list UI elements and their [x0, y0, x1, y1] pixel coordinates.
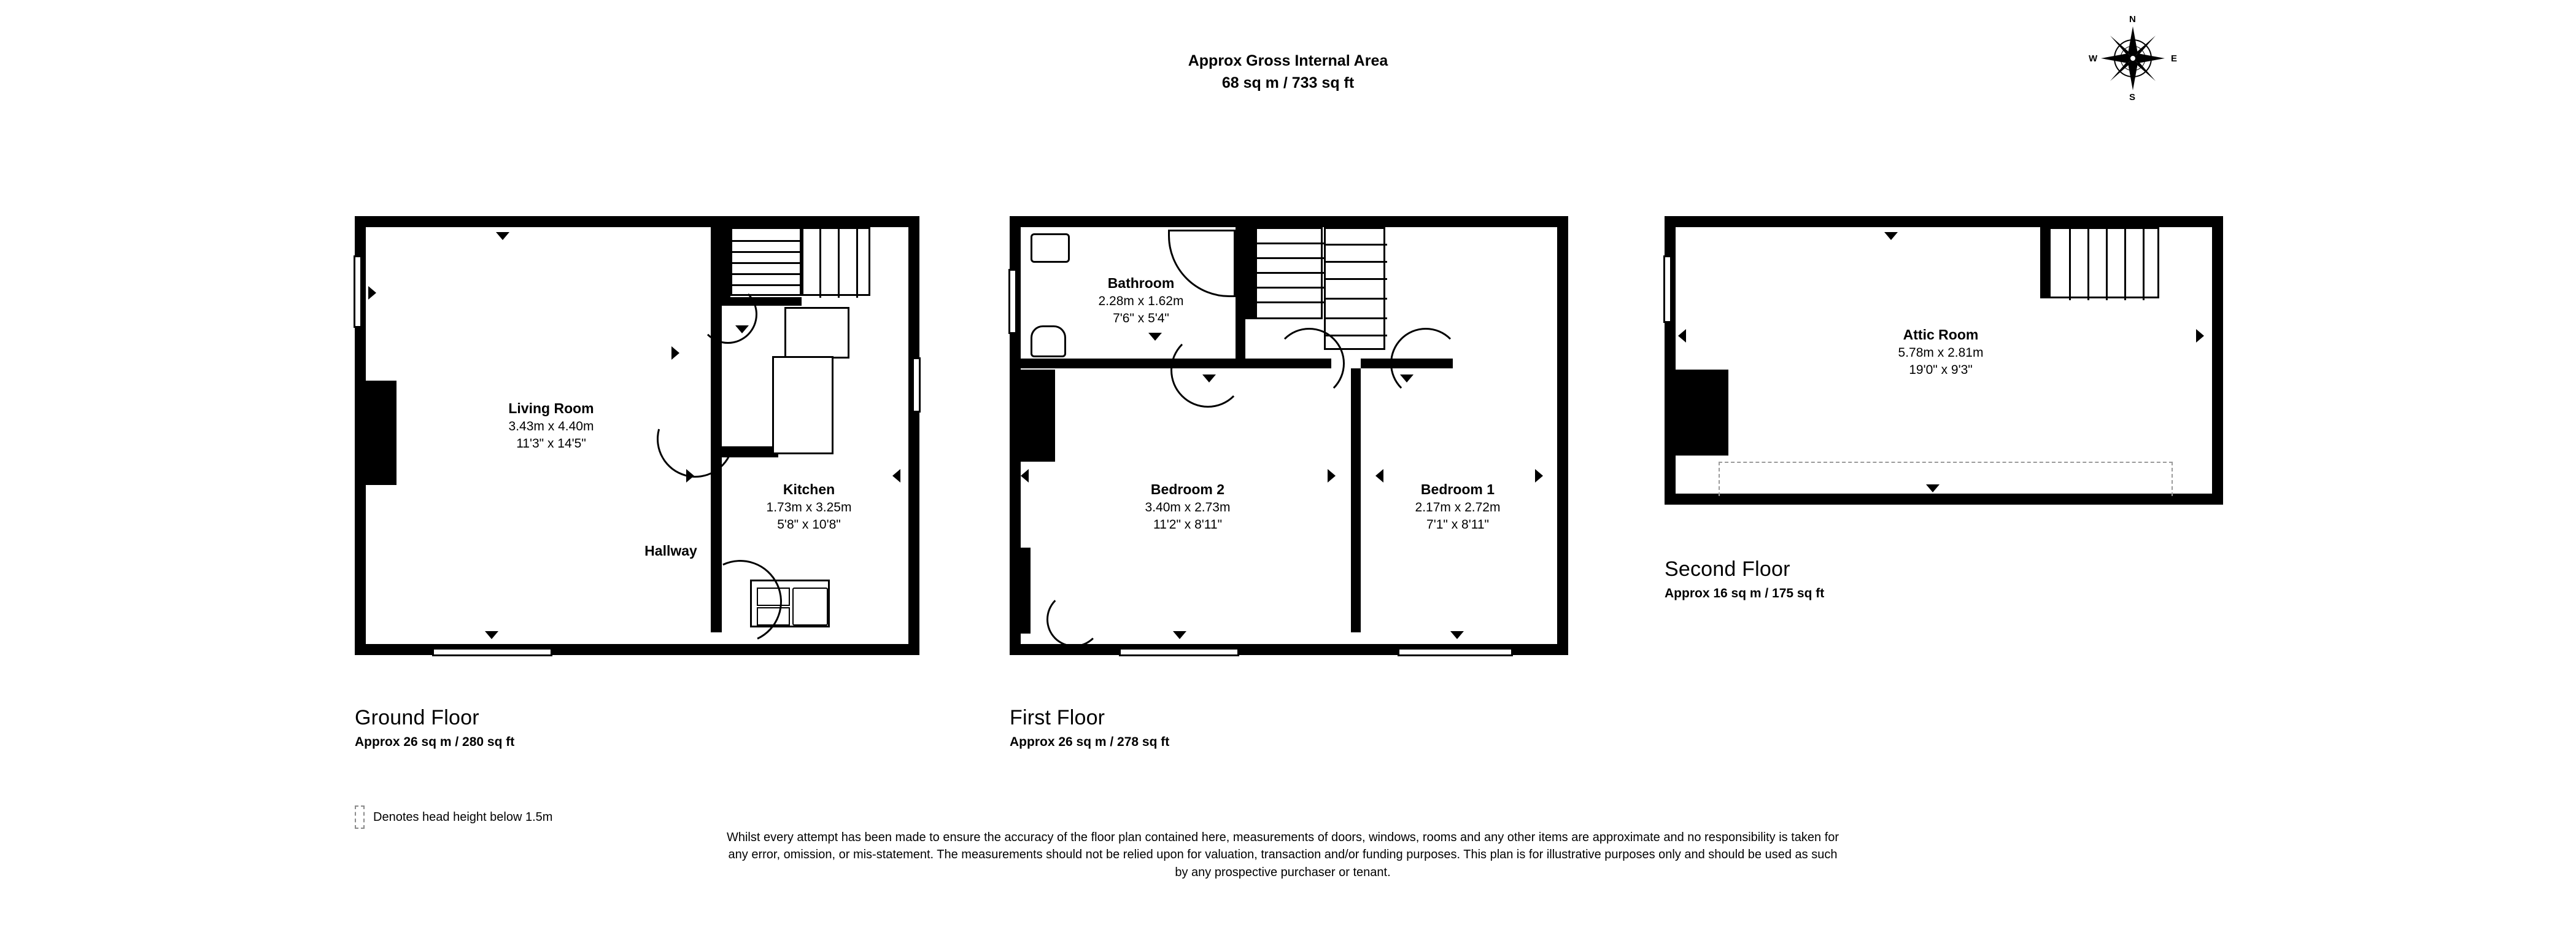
ground-floor-area: Approx 26 sq m / 280 sq ft: [355, 735, 515, 749]
second-wall-top: [1665, 216, 2223, 227]
bathroom-toilet-icon: [1031, 325, 1066, 357]
ground-stair-landing: [802, 227, 870, 296]
arrow-indicator: [1678, 329, 1686, 343]
ground-stairs: [730, 227, 802, 296]
kitchen-window-right: [912, 357, 921, 413]
arrow-indicator: [1450, 631, 1464, 639]
arrow-indicator: [485, 631, 498, 639]
page-title: [0, 50, 2576, 94]
second-floor-title: Second Floor: [1665, 557, 1790, 581]
arrow-indicator: [1400, 374, 1414, 382]
bedroom2-cupboard-arc: [1046, 592, 1102, 647]
head-height-zone: [1719, 462, 2173, 496]
bedroom1-door-arc: [1390, 328, 1461, 399]
gross-area-value: 68 sq m / 733 sq ft: [1221, 74, 1355, 91]
legend-label: Denotes head height below 1.5m: [373, 810, 553, 824]
bedroom1-window-bottom: [1398, 648, 1513, 656]
bedroom-divider-wall: [1351, 368, 1361, 632]
room-label-bedroom-2: Bedroom 2 3.40m x 2.73m 11'2" x 8'11": [1145, 481, 1231, 532]
room-label-living-room: Living Room 3.43m x 4.40m 11'3" x 14'5": [508, 400, 594, 451]
ground-chimney-breast: [366, 381, 396, 485]
hallway-front-door-arc: [687, 548, 794, 655]
bedroom2-chimney: [1021, 370, 1055, 462]
disclaimer-text: Whilst every attempt has been made to ensure the accuracy of the floor plan contained here, measurements of doors, windows, rooms and any other items are approximate and no responsibility is taken for any error, omission, or mis-statement. The measurements should not be relied upon for valuation, transaction and/or funding purposes. This plan is for illustrative purposes only and should be used as such by any prospective purchaser or tenant.: [726, 831, 1839, 879]
ground-wall-top: [355, 216, 919, 227]
ground-wall-right: [908, 216, 919, 655]
compass-rose-icon: [2090, 15, 2176, 101]
bedroom2-alcove-wall: [1021, 548, 1031, 634]
first-floor-area: Approx 26 sq m / 278 sq ft: [1010, 735, 1170, 749]
first-landing-wall-left: [1245, 227, 1255, 319]
compass-rose-graphic: [2090, 15, 2176, 101]
second-wall-right: [2212, 216, 2223, 505]
bedroom2-door-arc: [1274, 328, 1345, 399]
arrow-indicator: [2196, 329, 2204, 343]
room-label-kitchen: Kitchen 1.73m x 3.25m 5'8" x 10'8": [766, 481, 852, 532]
arrow-indicator: [496, 232, 509, 240]
attic-window-left: [1663, 255, 1672, 323]
arrow-indicator: [735, 325, 749, 333]
first-stairs: [1255, 227, 1323, 319]
compass-east-label: E: [2170, 53, 2177, 64]
second-floor-caption: [1665, 557, 1824, 601]
second-floor-area: Approx 16 sq m / 175 sq ft: [1665, 586, 1825, 600]
room-label-attic-room: Attic Room 5.78m x 2.81m 19'0" x 9'3": [1898, 327, 1984, 377]
bathroom-window-left: [1008, 269, 1017, 334]
gross-area-label: Approx Gross Internal Area: [1188, 52, 1388, 69]
arrow-indicator: [1328, 469, 1336, 483]
living-room-window-bottom: [432, 648, 552, 656]
head-height-swatch-icon: [355, 805, 365, 829]
ground-understairs-cupboard: [784, 307, 849, 359]
bathroom-door-arc: [1170, 333, 1245, 408]
attic-stair-wall: [2040, 227, 2049, 298]
room-label-bedroom-1: Bedroom 1 2.17m x 2.72m 7'1" x 8'11": [1415, 481, 1501, 532]
attic-chimney: [1676, 370, 1728, 456]
ground-floor-title: Ground Floor: [355, 706, 479, 729]
ground-floor-caption: [355, 706, 514, 750]
arrow-indicator: [1148, 333, 1162, 341]
bathroom-basin-icon: [1031, 233, 1070, 263]
first-wall-right: [1557, 216, 1568, 655]
room-label-hallway: Hallway: [644, 543, 697, 559]
room-label-bathroom: Bathroom 2.28m x 1.62m 7'6" x 5'4": [1098, 275, 1184, 325]
first-wall-top: [1010, 216, 1568, 227]
first-floor-caption: [1010, 706, 1169, 750]
arrow-indicator: [368, 286, 376, 300]
second-floor-plan: [1665, 216, 2223, 505]
compass-south-label: S: [2129, 92, 2136, 103]
arrow-indicator: [686, 469, 694, 483]
arrow-indicator: [1202, 374, 1216, 382]
living-room-window-left: [354, 255, 362, 328]
ground-stair-door-arc: [698, 285, 757, 344]
arrow-indicator: [1926, 484, 1940, 492]
kitchen-counter: [772, 356, 834, 454]
arrow-indicator: [1021, 469, 1029, 483]
compass-west-label: W: [2089, 53, 2098, 64]
legend: [355, 805, 552, 829]
attic-stairs: [2049, 227, 2159, 298]
bedroom2-window-bottom: [1119, 648, 1239, 656]
arrow-indicator: [1884, 232, 1898, 240]
arrow-indicator: [1173, 631, 1186, 639]
arrow-indicator: [671, 346, 679, 360]
compass-north-label: N: [2129, 14, 2136, 25]
first-floor-plan: [1010, 216, 1568, 655]
ground-floor-plan: [355, 216, 919, 655]
first-upper-stairs: [1324, 227, 1385, 350]
first-floor-title: First Floor: [1010, 706, 1105, 729]
